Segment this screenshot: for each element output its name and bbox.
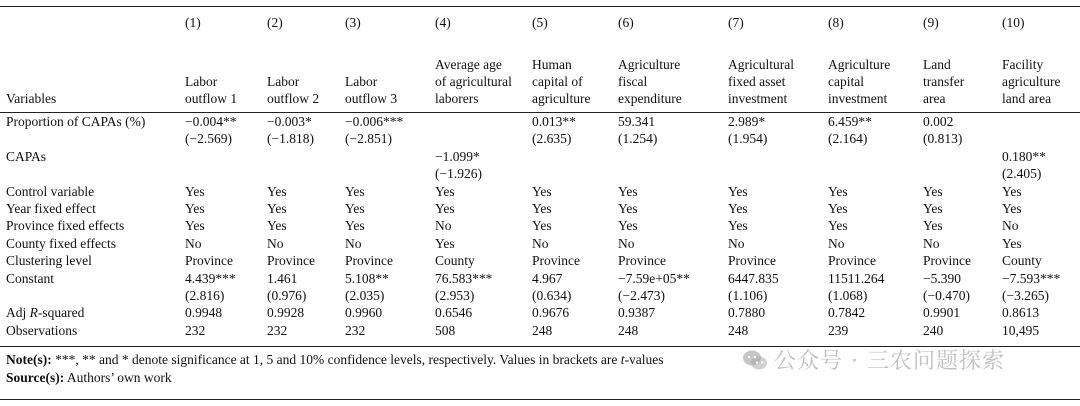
table-cell: Yes (185, 200, 205, 216)
table-cell (618, 165, 728, 182)
column-number: (2) (267, 15, 283, 30)
column-label: Labor outflow 2 (267, 74, 320, 106)
table-cell: Province (345, 253, 393, 269)
table-row (6, 287, 1080, 304)
wechat-icon (742, 349, 768, 371)
table-cell (532, 148, 618, 165)
table-cell: 0.013** (532, 114, 576, 129)
table-cell: 6447.835 (728, 270, 779, 286)
table-row (6, 322, 1080, 339)
row-label: Adj R-squared (6, 305, 85, 321)
table-cell: Yes (1002, 235, 1022, 251)
table-cell: Province (828, 253, 876, 269)
table-cell (728, 148, 828, 165)
table-cell: −7.59e+05** (618, 270, 690, 286)
column-label: Land transfer area (923, 57, 965, 106)
table-cell: 0.7880 (728, 305, 766, 321)
table-cell: Yes (923, 200, 943, 216)
table-cell: −0.006*** (345, 114, 404, 129)
table-cell: 0.002 (923, 114, 954, 129)
table-row (6, 165, 1080, 182)
table-cell: 10,495 (1002, 322, 1040, 338)
table-cell: Yes (728, 200, 748, 216)
table-cell: No (728, 235, 745, 251)
table-cell: 239 (828, 322, 849, 338)
table-cell: No (923, 235, 940, 251)
table-cell (618, 148, 728, 165)
table-cell: Province (267, 253, 315, 269)
table-cell (185, 148, 267, 165)
source-label: Source(s): (6, 370, 65, 385)
table-cell: Yes (618, 218, 638, 234)
table-cell: 5.108** (345, 270, 389, 286)
table-cell: Yes (923, 218, 943, 234)
header-row (6, 14, 1080, 107)
table-row (6, 235, 1080, 252)
table-cell: Yes (435, 235, 455, 251)
table-row (6, 217, 1080, 234)
column-label: Agriculture fiscal expenditure (618, 57, 682, 106)
table-cell: Yes (828, 200, 848, 216)
table-cell (923, 165, 1002, 182)
table-cell: (2.816) (185, 287, 225, 303)
table-cell: County (1002, 253, 1042, 269)
table-cell: Yes (828, 218, 848, 234)
table-cell: (2.035) (345, 287, 385, 303)
table-cell: No (267, 235, 284, 251)
table-cell: −5.390 (923, 270, 961, 286)
table-cell: −0.004** (185, 114, 237, 129)
table-row (6, 130, 1080, 147)
table-cell (435, 107, 532, 130)
row-label (6, 287, 185, 304)
table-cell: 0.180** (1002, 148, 1046, 164)
table-cell: 76.583*** (435, 270, 493, 286)
column-label: Average age of agricultural laborers (435, 57, 512, 106)
table-cell: Province (185, 253, 233, 269)
table-cell: (0.976) (267, 287, 307, 303)
table-cell: Province (923, 253, 971, 269)
table-cell: 232 (185, 322, 206, 338)
table-cell (828, 148, 923, 165)
row-label: County fixed effects (6, 235, 116, 251)
table-cell: Yes (345, 183, 365, 199)
table-cell: Yes (267, 183, 287, 199)
table-cell: Yes (267, 200, 287, 216)
table-cell: (1.954) (728, 131, 768, 147)
table-cell (435, 130, 532, 147)
watermark (742, 344, 1005, 375)
column-number: (7) (728, 15, 744, 30)
row-label: Year fixed effect (6, 200, 96, 216)
column-header-8 (828, 14, 923, 107)
table-cell: Yes (728, 218, 748, 234)
table-cell: 0.9960 (345, 305, 383, 321)
variables-header: Variables (6, 91, 57, 106)
table-cell: No (618, 235, 635, 251)
table-cell (532, 165, 618, 182)
notes-rule (0, 399, 1080, 400)
column-number: (1) (185, 15, 201, 30)
table-notes (6, 351, 664, 387)
table-cell: Yes (345, 218, 365, 234)
table-cell: (1.106) (728, 287, 768, 303)
table-cell: 232 (267, 322, 288, 338)
column-header-3 (345, 14, 435, 107)
table-cell: 11511.264 (828, 270, 885, 286)
top-rule (0, 6, 1080, 7)
table-cell: −0.003* (267, 114, 312, 129)
table-cell: No (1002, 218, 1019, 234)
table-cell: 4.967 (532, 270, 563, 286)
table-row (6, 183, 1080, 200)
column-label: Agriculture capital investment (828, 57, 891, 106)
table-cell: Yes (267, 218, 287, 234)
table-cell: (−0.470) (923, 287, 970, 303)
table-cell: 6.459** (828, 114, 872, 129)
table-cell: Yes (728, 183, 748, 199)
row-label: CAPAs (6, 148, 47, 164)
column-number: (3) (345, 15, 361, 30)
table-cell (267, 148, 345, 165)
table-cell: (1.068) (828, 287, 868, 303)
note-label: Note(s): (6, 352, 52, 367)
table-cell: Yes (923, 183, 943, 199)
table-cell: No (828, 235, 845, 251)
row-label: Constant (6, 270, 55, 286)
table-cell: Yes (345, 200, 365, 216)
table-cell: (2.164) (828, 131, 868, 147)
table-cell: 248 (532, 322, 553, 338)
table-body (6, 107, 1080, 339)
table-cell: 0.9387 (618, 305, 656, 321)
table-cell: 232 (345, 322, 366, 338)
table-cell: 0.9901 (923, 305, 961, 321)
table-cell (267, 165, 345, 182)
column-label: Labor outflow 3 (345, 74, 398, 106)
row-label: Clustering level (6, 253, 92, 269)
table-cell: 0.9948 (185, 305, 223, 321)
table-cell: Yes (435, 200, 455, 216)
table-cell: (1.254) (618, 131, 658, 147)
column-header-1 (185, 14, 267, 107)
column-header-10 (1002, 14, 1080, 107)
column-number: (8) (828, 15, 844, 30)
table-cell: 1.461 (267, 270, 298, 286)
note-text: ***, ** and * denote significance at 1, 5 and 10% confidence levels, respectively. Values in brackets are t-values (51, 352, 664, 367)
table-cell: No (345, 235, 362, 251)
table-cell: No (532, 235, 549, 251)
table-cell: (0.813) (923, 131, 963, 147)
table-cell: −7.593*** (1002, 270, 1061, 286)
table-cell: Yes (185, 183, 205, 199)
source-text: Authors’ own work (64, 370, 172, 385)
column-header-5 (532, 14, 618, 107)
table-cell: 508 (435, 322, 456, 338)
table-cell: 248 (728, 322, 749, 338)
row-label: Proportion of CAPAs (%) (6, 114, 146, 129)
table-cell (185, 165, 267, 182)
table-cell: Yes (532, 200, 552, 216)
table-cell: Yes (618, 200, 638, 216)
table-cell (828, 165, 923, 182)
watermark-text: 公众号 · 三农问题探索 (774, 349, 1005, 374)
column-number: (9) (923, 15, 939, 30)
table-row (6, 200, 1080, 217)
table-cell: Province (728, 253, 776, 269)
table-cell: Yes (828, 183, 848, 199)
table-cell (345, 148, 435, 165)
column-label: Facility agriculture land area (1002, 57, 1061, 106)
table-cell: 240 (923, 322, 944, 338)
table-cell: Province (618, 253, 666, 269)
column-number: (10) (1002, 15, 1025, 30)
table-cell: (2.953) (435, 287, 475, 303)
table-cell: (−1.926) (435, 166, 482, 182)
table-cell: 2.989* (728, 114, 766, 129)
column-number: (6) (618, 15, 634, 30)
table-row (6, 252, 1080, 269)
note-line (6, 351, 664, 369)
table-cell: (2.405) (1002, 166, 1042, 182)
column-header-9 (923, 14, 1002, 107)
table-cell: (2.635) (532, 131, 572, 147)
table-cell: 0.6546 (435, 305, 473, 321)
table-cell: (−2.473) (618, 287, 665, 303)
table-cell: County (435, 253, 475, 269)
table-cell: Yes (185, 218, 205, 234)
table-cell (923, 148, 1002, 165)
table-cell: (−2.569) (185, 131, 232, 147)
column-header-7 (728, 14, 828, 107)
table-cell: No (435, 218, 452, 234)
row-label (6, 130, 185, 147)
table-cell: 59.341 (618, 114, 656, 129)
column-number: (5) (532, 15, 548, 30)
table-cell: Yes (618, 183, 638, 199)
table-cell: No (185, 235, 202, 251)
table-cell: 0.7842 (828, 305, 866, 321)
table-cell: 0.9676 (532, 305, 570, 321)
table-cell: (−3.265) (1002, 287, 1049, 303)
column-header-6 (618, 14, 728, 107)
table-cell: (−2.851) (345, 131, 392, 147)
column-label: Agricultural fixed asset investment (728, 57, 794, 106)
table-row (6, 107, 1080, 130)
table-cell: 0.9928 (267, 305, 305, 321)
row-label: Observations (6, 322, 78, 338)
table-cell: Yes (532, 183, 552, 199)
regression-table (6, 14, 1080, 339)
column-label: Human capital of agriculture (532, 57, 591, 106)
column-header-4 (435, 14, 532, 107)
table-cell (345, 165, 435, 182)
row-label (6, 165, 185, 182)
column-label: Labor outflow 1 (185, 74, 238, 106)
column-number: (4) (435, 15, 451, 30)
table-row (6, 304, 1080, 321)
column-header-2 (267, 14, 345, 107)
table-row (6, 148, 1080, 165)
table-cell: Yes (532, 218, 552, 234)
table-cell (1002, 107, 1080, 130)
row-label: Control variable (6, 183, 95, 199)
row-label: Province fixed effects (6, 218, 125, 234)
table-cell: Province (532, 253, 580, 269)
source-line (6, 369, 664, 387)
table-cell: 0.8613 (1002, 305, 1040, 321)
table-cell: Yes (435, 183, 455, 199)
table-cell: −1.099* (435, 148, 480, 164)
table-cell (728, 165, 828, 182)
table-cell: 248 (618, 322, 639, 338)
table-cell (1002, 130, 1080, 147)
table-cell: Yes (1002, 200, 1022, 216)
table-cell: Yes (1002, 183, 1022, 199)
table-cell: (0.634) (532, 287, 572, 303)
table-cell: 4.439*** (185, 270, 236, 286)
table-row (6, 270, 1080, 287)
table-cell: (−1.818) (267, 131, 314, 147)
